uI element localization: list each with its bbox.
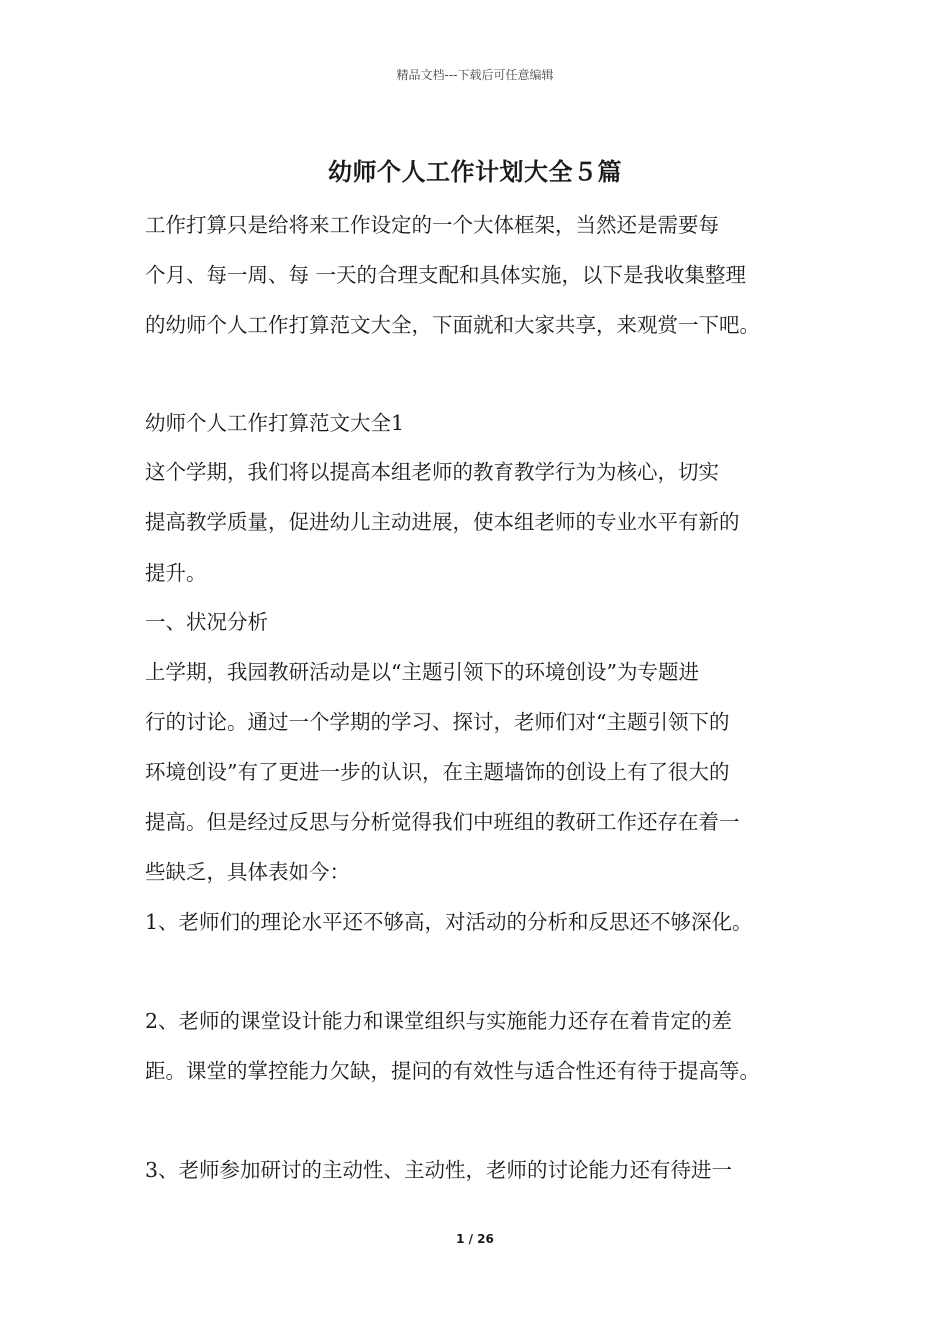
paragraph-line: 上学期，我园教研活动是以“主题引领下的环境创设”为专题进 [145,660,699,684]
document-title: 幼师个人工作计划大全５篇 [328,158,622,186]
list-item: 1、老师们的理论水平还不够高，对活动的分析和反思还不够深化。 [145,910,753,934]
paragraph-line: 工作打算只是给将来工作设定的一个大体框架，当然还是需要每 [145,213,719,237]
paragraph-line: 行的讨论。通过一个学期的学习、探讨，老师们对“主题引领下的 [145,710,730,734]
paragraph-line: 提高。但是经过反思与分析觉得我们中班组的教研工作还存在着一 [145,810,740,834]
section-heading: 幼师个人工作打算范文大全1 [145,411,405,435]
list-item: 2、老师的课堂设计能力和课堂组织与实施能力还存在着肯定的差 [145,1009,733,1033]
paragraph-line: 的幼师个人工作打算范文大全，下面就和大家共享，来观赏一下吧。 [145,313,760,337]
page-header: 精品文档---下载后可任意编辑 [396,68,554,82]
paragraph-line: 提高教学质量，促进幼儿主动进展，使本组老师的专业水平有新的 [145,510,740,534]
paragraph-line: 这个学期，我们将以提高本组老师的教育教学行为为核心，切实 [145,460,719,484]
paragraph-line: 些缺乏，具体表如今： [145,860,350,884]
paragraph-line: 距。课堂的掌控能力欠缺，提问的有效性与适合性还有待于提高等。 [145,1059,760,1083]
paragraph-line: 个月、每一周、每 一天的合理支配和具体实施，以下是我收集整理 [145,263,747,287]
page-number: 1 / 26 [456,1232,494,1246]
subsection-heading: 一、状况分析 [145,610,268,634]
paragraph-line: 提升。 [145,561,207,585]
list-item: 3、老师参加研讨的主动性、主动性，老师的讨论能力还有待进一 [145,1158,733,1182]
paragraph-line: 环境创设”有了更进一步的认识，在主题墙饰的创设上有了很大的 [145,760,730,784]
